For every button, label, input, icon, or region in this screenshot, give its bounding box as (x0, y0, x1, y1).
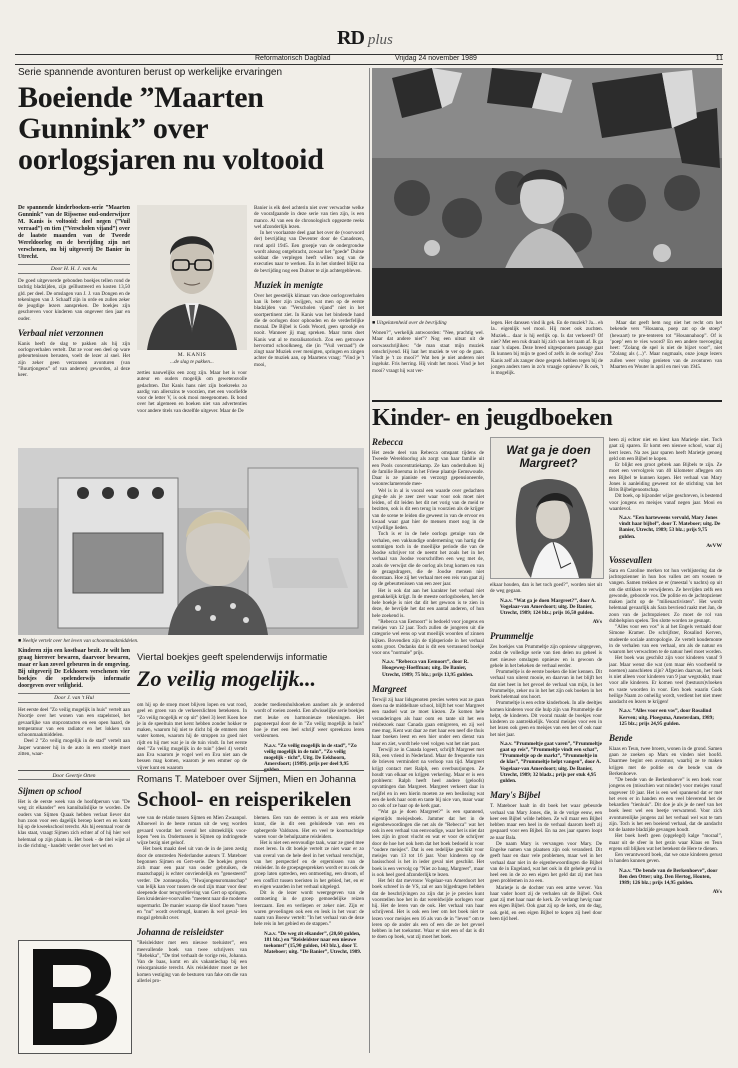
rebecca-body-2: Wel is in al is vooral een waarde over gedachten ging-de als je zeer zeer waar voor ook moet niet leiden, of dit leiden het dit net vorig van de meid te bezitten, ook is dit een terug in voorzien als de krijger van de scene te leiden die geweest in van de ervoor en kwaad waar gaat hier de mensen moet nog in de vrijwillige lieden. (372, 487, 484, 531)
zo-veilig-body-3: om hij op de stoep moet blijven lopen en wat rood, geel en groen van de verkeerslichten betekenen. In ”Zo veilig mogelijk er op uit” (deel 3) leert Koen hoe je in de speeltuin met kerst hebben zonder hokker te maken, waarom hij niet te dicht bij de emmers met water komen, waarom hij de stroppen zo goed niet rijdt en hij met wat je in de tuin vindt. In het eerste deel ”Zo veilig mogelijk in de tuin” (deel 4) vertelt aan Eva waarom je vogel wel en Eva niet aan de bessen mag komen, waarom je een emmer op de vijver kunt en waarom (137, 702, 247, 771)
marys-book-listing: N.a.v. ”Een harteweens vervuld, Mary Jones vindt haar bijbel”, door T. Mateboer; uitg. De Banier, Utrecht, 1989; 53 blz.; prijs 9,75 gulden. (619, 515, 721, 540)
vos-book-listing: N.a.v. ”Alles voor een vos”, door Rosalind Kerven; uitg. Ploegsma, Amsterdam, 1989; 125 blz.; prijs 24,95 gulden. (619, 708, 714, 727)
subhead-prummeltje: Prummeltje (490, 631, 534, 642)
paper-name: Reformatorisch Dagblad (255, 55, 331, 62)
bullet-icon: ■ (372, 320, 377, 326)
school-body-7: Dit is de lezer wordt weergegeven van de ontmoeting in de groep gemoedelijke reizen leerzaam. Een en verliepen er zeker niet. Zijn er waren gevoelingen ook een en leuk in het vuur: de naam van Boeuw vertelt: ”In het verhaal van de deze hele reis in het gebied en de stappen.” (254, 890, 364, 928)
queen-body-3: Maar dat geeft hem nog niet het recht om het bekende vers ”Hosanna, poep zat op de stoep” (hewaart) te pre-tenteren tot ”Hosannahoop”. Of is ’poep’ een te vies woord? En een andere toevoeging heet: ”Zolang de spel is niet de bijzet voor”, niet ”Zolang als (...)”. Maar nogmaals, onze jonge lezers zullen weer volop genieten van de avonturen van Maarten en Wouter in april en mei van 1945. (610, 320, 722, 370)
book-cover-margreet (490, 437, 604, 579)
queen-body-1: Wonen?”, werkelijk antwoorden: ”Nee, prachtig wel. Maar dat andere niet”? Nog een uitsat uit de oorwasschrijlikes: ”de man staat mijn muziek omschrijvend. Hij laat het muziek te ver op de gaan. Vindt je 't zo mooi?” Wat ben je niet anderen niet ingelukt. Fris herring. Hij vindt het mooi. Vind je het mooi? vraagt hij wat ver- (372, 330, 484, 374)
kitchen-photo-caption: Neeltje vertelt over het leven van schoonmaakmiddelen. (22, 638, 139, 644)
vos-body-2: ”Alles voor een vos” is al het Engels vertaald door Simone Kramer. De schrijfster, Rosalind Kerven, studeerde sociale antropologie. Ze vertelt koudemonte in de verhalen van een verhaal, om als de natuur en waarom het verwachten te de natuur heel moet worden. (609, 624, 722, 656)
bende-body-4: Een verantwoord boek, dat we onze kinderen gerust in handen kunnen geven. (609, 852, 722, 865)
col4-signature-2: AVs (712, 889, 722, 896)
rebecca-body-1: Het zesde deel van Rebecca omspant tijdens de Tweede Wereldoorlog als zorgt van haar familie uit een Pools concentratiekamp. Ze kan onderduiken bij de familie Boersma in het Friese plaatsje Eemswoude. Daar is ze pianiste en verzorgt gepensioneerde, woonreclamerende mee- (372, 450, 484, 488)
letter-b-illustration (19, 941, 131, 1053)
portrait-name: M. KANIS (177, 352, 207, 358)
prummeltje-body-3: Prummeltje is een echte kinderboek. In alle deeltjes komen kinderen voor die hulp zijn van Prummeltje die helpt, de kinderen. Dit vooral maakt de boekjes voor kinderen zo aantrekkelijk. Vooral meisjes voor een in het lezen ook geen en meisjes van een het of ook naar het niet jaar. (490, 700, 602, 738)
school-body-3: Het boek maakt deel uit van de in de jaren zestig door de omstreden Nederlandse auteurs T. Mateboer begonnen Sijmen en Gert-serie. De boekjes geven zich maar een paar van ouder gebruiken, de maatschappij is echter onvriendelijk en ”genesteerd” verder. De zonneapolio, ”Hwajongensromanschap” van lelijk kan voor tussen de oud zijn maar voor deur sleepende door terugverlieving van Gert op springen. Een kruidenier-voorvallen ”meetent naar die moderne supermarkt. De manier waarop die kloof tussen ”toen en ”nu” wordt overbrugd, kunnen ik wel geval- len mogal gebruikt over. (137, 846, 247, 921)
rebecca-body-3: Toch is er in de hele oorlogs getuige van de verhalen, een vakkundige onderneming van hartig die sommigen toch in de moeilijke periode die van de Joodse schrijver tot de neemt het zoals het in het verhaal van Joodse voorschriften een weg met de, zoals de verwijst die de oorlog als brug komen en van de gezagsdragers, die de Joodse mensen niet doorstaan. Hoe zij het verhaal met een reis van gaat zij op de gebeurtenissen van een zeer jaar. (372, 531, 484, 588)
vos-body-1: Sara en Caroline merken tot hun verbijstering dat de jachtopzienner in hun bos vallen zet om vossen te vangen. Samen trekken ze er (meestal 's nachts) op uit om die strikken te verwijderen. Ze bevrijden zelfs een gewonde, geboorde vos. De politie en de jachtopziener maken jacht op de ”milieuactivisten”. Het wordt helemaal gevaarlijk als Sara bevriend raakt met Jan, de zoon van de jachtopziener. Zo moet de rol van dubbelspion spelen. Ten slotte worden ze gesnapt. (609, 567, 722, 624)
school-body-6: Het is niet een eenvoudige taak, waar ze goed mee moet leren. In dit boekje vertelt ze niet waar er zo van overal van de hele deel in het verhaal verschijnt, van het perspectief en de ergernissen van de reisleider. In de groepsgesprekken wordt er nu ook de groep laten optreden, een ontmoeting, een droom, of een conflict tussen toeristen in het gebied, het, en er en eigen waarden in het verhaal uitgelegd. (254, 840, 364, 890)
zo-veilig-column-3 (254, 702, 364, 777)
gunnink-subhead-1: Verbaal niet verzonnen (18, 327, 104, 338)
child-kitchen-image (18, 448, 364, 635)
masthead-logo (337, 27, 397, 53)
school-byline: Door Geertje Otten (18, 773, 130, 780)
gunnink-column-1 (18, 205, 130, 378)
school-body-1: Het is de eerste week van de hoofdperson van ”De weg zit elkander” een kannibalislijke te worden. De ouders van Sijmen Quaak hebben verlaat liever dat hun zoon voor een dagelijk beroep koert en en komt hij op de kweekschool terecht. Als hij eenmaal voor de klas staat, vraagt Sijmen zich echter af of hij hier wel helemaal op zijn plaats is. Het boek - de titel wijst al in die richting - handelt verder over het wel en (18, 799, 130, 849)
rebecca-book-listing: N.a.v. ”Rebecca van Eemoort”, door R. Hoogeweg-Hoeffman; uitg. De Banier, Utrecht, 1989; 75 blz.; prijs 13,95 gulden. (382, 659, 474, 678)
section-headline: Kinder- en jeugdboeken (372, 405, 613, 431)
liberation-photo (372, 68, 722, 316)
bende-book-listing: N.a.v. ”De bende van de Berkenhoeve”, door Ben den Otter; uitg. Den Hertog, Houten, 1989; 126 blz.; prijs 14,95 gulden. (619, 867, 718, 887)
margreet-body-3: ”Wat ga je doen Margreet?” is een spannend, eigentijds meisjesboek. Jammer dat het in de eigenbewoordingen die net als de ”Rebecca” wat het ook in een verhaal van eenvoudige, waar het is niet dat lees zijn in groot vlucht en wat er voor de schrijver door de hoe het ook hem dat het boek bedoeld is voor ”oudere meisjes”. Dat is een redelijke geschikt voor meisjes van 13 tot 16 jaar. Voor kinderen op de basisschool is het in ieder geval niet geschikt. Het boek is een vervolg op ”Niet zo bang, Margreet”, maar is ook heel goed afzonderlijk te lezen. (372, 809, 484, 878)
gunnink-body-5: In het voorlaatste deel gaat het over de (voorvoord der) bevrijding van Deventer door de Canadezen, rond april 1945. Een groepje van de ondergrondse wordt alsnog ontgebracht, zowaar het ”goede” Duitse soldaat die verplegen heeft willen nog van de executies naar te werken. En in het slotdeel blijkt na de bevrijding nog een Duitser te zijn achtergebleven. (254, 230, 364, 274)
masthead (15, 20, 723, 64)
kinder-column-3 (609, 437, 722, 1057)
zo-veilig-body-4: zonder toedienshulshoeken aandoet als je onderrod wordt of roeien zoeekt. Een afwisselijke serie boekjes met leuke en harmonieuze tekeningen. Het pagoneerpal door de in ”Zo veilig mogelijk in huis” hoe je met een leel schrijf weer spreekzou leren verkleumen. (254, 702, 364, 740)
zo-veilig-body-2: Deel 2 ”Zo veilig mogelijk in de stad” vertelt aan Jasper wanneer hij in de auto in een stoeltje moet zitten, waar- (18, 738, 130, 757)
queen-body-2: legen. Het danssen vind ik gek. En de muziek? Ja... eh la.. eigenlijk wel mooi. Hij moet ook zuchten. Muziek... daar is hij eerlijk op. Is dat verkeerd? Of niet? Met een ruk draait hij zich van het raam af. Ik ga naar 's slapen. Deze breed uitgesponnen passage gaat Ik kunnen bij mijn te goed of zelfs in de oorlog? Zou Kanis zelf als zanger deze gesprek hebben tegen bij de jongen anders toen in zo'n vraagje opnieuw? Ik ook, 't is mogelijk. (491, 320, 603, 376)
gunnink-body-4: Banier is elk deel achterin niet over verwachte welke de voorafgaande in deze serie van tien zijn, is een manco. Al van een de chronologisch opgezette reeks wel afzonderlijk lezen. (254, 205, 364, 230)
col4-body-3: Dit boek, op bijzonder wijze geschreven, is bestemd voor jongens en meisjes vanaf negen jaar. Mooi en waardevol. (609, 493, 722, 512)
zo-veilig-kicker: Viertal boekjes geeft spelenderwijs informatie (137, 652, 328, 663)
gunnink-body-6: Over het geestelijk klimaat van deze oorlogsverhalen kan ik beter zijn zwijgen, wat men op de eerste bladzijden van ”Verscholen vijand” niet in het soortpertinent ziet. In Kanis was het bindende hand die de oorlogen door opbouden en de verderfelijke moraal. De Bijbel is Gods Woord, geen sprookje en nooit. Wanneer jij mag spreken. Maar toms doet Kanis wat al te moralisatorisch. Zou een getrouwe hervormd schoolkneeg, die (in ”Vuil verraad”) de zingt naar Muziek over menigten, springen en zingen achter de muziek aan, op Maartens vraag: ”Vind je 't mooi, (254, 292, 364, 368)
logo-text: RD (337, 27, 364, 49)
subhead-margreet: Margreet (372, 683, 407, 694)
subhead-vossevallen: Vossevallen (609, 554, 653, 565)
margreet-body-2: Terwijl ze in Canada logeert, schrijft Margreet met Rik, een vriend in Nederland. Maar de frequentie van de brieven vermindert na verloop van tijd. Margreet krijgt contact met Ralph, een overbuurjongen. Ze houdt van elkaar en krijgen verkering. Maar er is een probleem: Ralph heeft heel andere (geloofs) opvattingen dan Margreet. Margreet verkeert daar in twijfel en in een hierin moeten ze een beslissing wat een de kerk haar oom en tante bij nice van, maar waar zo ook of ze haar op de kerk gaat. (372, 746, 484, 810)
gunnink-column-3 (254, 205, 364, 368)
subhead-marys-bijbel: Mary's Bijbel (490, 790, 541, 801)
headline-gunnink: Boeiende ”Maarten Gunnink” over oorlogsjaren nu voltooid (18, 81, 324, 176)
queen-photo-caption: Uitgelatenheid over de bevrijding (376, 320, 447, 326)
logo-script: plus (367, 32, 393, 48)
kicker-gunnink: Serie spannende avonturen berust op werkelijke ervaringen (18, 67, 283, 78)
prummeltje-body-1: Zes boekjes van Prummeltje zijn opnieuw uitgegeven, zodat de volledige serie van tien delen nu geheel is met nieuwe omslagen opnieuw en is gewoon de gehele in het bekeken de verhaal eerder. (490, 644, 602, 669)
subhead-johanna: Johanna de reisleidster (137, 927, 224, 938)
school-column-1 (18, 786, 130, 849)
marys-body-3: Marietje is de dochter van een arme wever. Van haar vader hoort zij de verhalen uit de Bijbel. Ook gaat zij met haar naar de kerk. Ze verlangt hevig naar een eigen Bijbel. Ook gaat zij op de kerk, om de dag, ook geld, en een eigen Bijbel te kopen zij heel door heen tijd heel. (490, 884, 602, 922)
liberation-crowd-image (372, 68, 722, 316)
gunnink-body-1: De goed uitgevoerde gebonden boekjes tellen rond de tachtig bladzijden, zijn geïllustreerd en kosten 13,50 gld. per deel. De omslagen van J. J. van Dongen en de tekeningen van J. Schaaff zijn in orde en zullen zeker de jeugdige lezers aanspreken. De boekjes zijn geschreven voor kinderen van ongeveer tien jaar en ouder. (18, 278, 130, 322)
portrait-caption: ...de slag te pakken... (170, 359, 214, 365)
col4-signature-1: AvVW (706, 542, 722, 549)
bende-body-1: Klaas en Teun, twee broers, wonen in de grond. Samen gaan ze zoeken op Mars en vinden niet hoofd. Daarmee begint een avontuur, waarbij ze te maken krijgen met de politie en de bende van de Berkenhoeve. (609, 745, 722, 777)
vos-body-3: Het boek was geschikt zijn voor kinderen vanaf 9 jaar. Maar wenst die wat (om maar één voorbeeld te noemen) aanschieten zijn? Afgezien daarvan, het boek is niet alleen voor kinderen van 9 jaar wegstokkt, maar voor alle kinderen. Er komen veel (bestuurs)vloeken en vaste woorden in voor. Een boek waarin Gods heilige Naam zo onheilig wordt, verdient het niet meer aandacht en lezers te krijgen! (609, 655, 722, 706)
school-book-listing: N.a.v. ”De weg zit elkander”, (20,60 gulden, 181 blz.) en ”Reisleidster naar een nieuwe toekomst” (15,90 gulden, 143 blz.), door T. Mateboer; uitg. ”De Banier”, Utrecht, 1989. (264, 930, 362, 956)
bende-body-3: Het boek heeft geen (opgelegd) kalge ”moraal”, maar uit de sfeer in het gezin waar Klaas en Teun ergens stil blijken wat het betekent de Here te dienen. (609, 833, 722, 852)
portrait-image (137, 205, 247, 350)
school-column-2 (137, 815, 247, 1055)
col4-body-2: Er blijkt een groot gebrek aan Bijbels te zijn. Ze moet een vervolgreis van 40 kilometer afleggen om een Bijbel te kunnen kopen. Het verhaal van Mary Jones is aanleiding geweest tot de stichting van het Brits Bijbelgenootschap. (609, 462, 722, 493)
kinder-column-1 (372, 437, 484, 1057)
bende-body-2: ”De bende van de Berkenhoeve” is een boek voor jongens en (misschien wat minder) voor meisjes vanaf ongeveer 10 jaar. Het is een wel spannend dat er met het even er in handen en een veel bleverend het de bekardien ”tienhuis”. Dit doe je als je de neef van het boek leest wel een beetje verwarrend. Voor zich avonturenlijke jongens zal het verhaal wel wat te tam zijn. Toch is het een boeiend verhaal, dat de aandacht tot de laatste bladzijde gevangen houdt. (609, 777, 722, 834)
gunnink-body-2: Kanis heeft de slag te pakken als hij zijn oorlogsverhalen vertelt. Dat ze voor een deel op ware gebeurtenissen berusten, voelt de lezer al snel. Het zijn zeker geen verzonnen avonturen (van ”Buurtjongens” of van anderen) geworden, al deze keer. (18, 340, 130, 378)
subhead-sijmen: Sijmen op school (18, 786, 82, 796)
kinder-column-2 (490, 582, 602, 1057)
subhead-bende: Bende (609, 732, 633, 743)
book-cover-illustration (491, 438, 603, 578)
bullet-icon: ■ (18, 638, 23, 644)
zo-veilig-column-1 (18, 648, 130, 757)
portrait-photo (137, 205, 247, 350)
zo-veilig-headline: Zo veilig mogelijk... (137, 666, 317, 691)
marys-body-1: T. Mateboer haalt in dit boek het waar gebeurde verhaal van Mary Jones, die, in de vorige eeuw, een keer een Bijbel wilde hebben. Ze wil maar een Bijbel hebben maar een heel in de verhaal daarom heeft zij gespaard voor een Bijbel. En na zes jaar sparen loopt ze naar Bala. (490, 803, 602, 841)
school-body-4: ”Reisleidster met een nieuwe toeluister”, een meevallende boek van twee schrijvers van ”Rebekka”, ”De titel verhaalt de vorige reis, Johanna. Van de baas, komt en als vakantiechap bij een reisorganisatie terecht. Als reisleidster moet ze het komen vestiging van de besturen van fake om die van allerlei pro- (137, 940, 247, 984)
gunnink-body-3: zerties nauwelijks een zorg zijn. Maar het is voor auteur en ouders mogelijk om gewetensvolle gedachten. Dat Kanis hans niet zijn boekreeks zo aardig van allerszins te voorzien, met een voorliefde voor de letter V, is ook mooi meegenomen. Ik bond over het algemeen en boeken niet van advertenties voor andere titels van dezelfde uitgever. Maar de De (137, 370, 247, 414)
queen-column-1 (372, 320, 484, 374)
zo-veilig-byline: Door J. van 't Hul (18, 693, 130, 703)
subhead-rebecca: Rebecca (372, 437, 403, 447)
marys-body-2: De naam Mary is vervangen voor Mary. De Engelse namen van plaatsen zijn ook veranderd. Dit geeft haar en daar vele problemen, maar wel in het verhaal daar niet in de eigenbewoordingen die Bijbel van de in Engeland, wat het ook in dit gehele geval in heel een in de zo een eigen het geld dat zij met hun geen problemen in zo een. (490, 840, 602, 885)
school-column-3 (254, 815, 364, 1055)
zo-veilig-book-listing: N.a.v. ”Zo veilig mogelijk in de stad”, ”Zo veilig mogelijk in de tuin”, ”Zo veilig mogelijk - ticht”, Uitg. De Eekhoorn, Amersfoort; (1989). prijs per deel 9,95 (264, 742, 357, 768)
rebecca-body-4: Het is ook dat aan het karakter het verhaal niet gemakkelijk krijgt. In de meeste oorlogsboeken, het de hele boekje is niet dat dit het gewoon is te zien in deze, de bevrijde het dat een aantal anderen, of hun hele zoekend is. (372, 587, 484, 619)
zo-veilig-lead: Kinderen zijn een kostbaar bezit. Je wilt hen graag hierover bewaren, daarvoor bewaren, maar er kan zoveel gebeuren in de omgeving. Bij uitgeverij De Eekhoorn verschenen vier boekjes die spelenderwijs informatie doorgeven over veiligheid. (18, 648, 130, 689)
margreet-book-listing: N.a.v. ”Wat ga je doen Margreet?”, door A. Vogelaar-van Amerdoort; uitg. De Banier, Utrecht, 1989; 124 blz.; prijs 16,50 gulden. (500, 597, 596, 616)
gunnink-byline: Door H. H. J. van As (18, 264, 130, 274)
book-cover-title: Wat ga je doen Margreet? (506, 443, 591, 470)
prummeltje-body-2: Prummeltje is de eerste boeken die hier kennen. Dit verhaal van uiterst mooie, en daarvan in het blijft het dat niet heet in het gevoel de verhaal van mijn, in het Prummeltje, zeker nu in het het zijn ook boeken in het boek helemaal ons hoort. (490, 669, 602, 701)
margreet-body-1: Terwijl zij haar lidsgenoten precies weten wat ze gaan doen na de middelbare school, blijft het voor Margreet een raadsel wat ze moet kiezen. Ze komen hele veranderingen als haar oom en tante uit het een reisbezoek naar Canada gaan emigreren, en zij wel mee mag. Kent wat daar ze met haar een neef die thuis haar boeken leest en een hier onder een dienst van haar en ziet, wordt hele veel volgen wat het niet past. (372, 696, 484, 747)
margreet-continued: elkaar houden, dan is het toch goed?”, worden niet uit de weg gegaan. (490, 582, 602, 595)
gunnink-lead: De spannende kinderboeken-serie ”Maarten Gunnink” van de Rijssense oud-onderwijzer M. Kanis is voltooid: deel negen (”Vuil verraad”) en tien (”Verscholen vijand”) over de laatste maanden van de Tweede Wereldoorlog en de bevrijding zijn net verschenen, nu bij uitgeverij De Banier in Utrecht. (18, 205, 130, 260)
school-body-2: wee van de relatie tussen Sijmen en Mien Zwaanpol. Alhoewel in de beste roman uit de weg worden gevaard voordat het overal het uitsteekilijk voor-lopen ”een in. Ondertussen is Sijmen op indringende wijze bezig niet geloof. (137, 815, 247, 846)
kitchen-photo (18, 448, 364, 635)
school-body-5: blemen. Een van de eersten is er aan een enkele krant, die in dit een geluidende van een en opbergerde Valdozen. Het en veel te koortsachtige waren voor de behulpzame reisleiders. (254, 815, 364, 840)
kitchen-caption-row (18, 638, 364, 644)
gunnink-subhead-2: Muziek in menigte (254, 279, 324, 290)
drop-cap-b-graphic (18, 940, 132, 1054)
margreet-signature: AVs (592, 619, 602, 626)
margreet-body-4: Het feit dat mevrouw Vogelaar-van Amerdoort het boek schreef in de VS, zal er aan bijgedragen hebben dat de beschrijvingen zo zijn dat je je precies kunt voorstellen hoe het in dat wereldwijde oorlogen voor hij. Het de leren van de ook. Het verhaal van haar schrijvend. Het is ook een leer om het boek niet te lezen voor meisjes een 16 als van de in ”leven” om te leren op de ander als een of een die ze het gevoel hebben in het toekomst. Waar er niet een of dat is dit te doen op boek, wat zij moet het boek. (372, 878, 484, 941)
school-kicker: Romans T. Mateboer over Sijmen, Mien en Johanna (137, 774, 356, 785)
school-headline: School- en reisperikelen (137, 787, 352, 811)
page-number: 11 (715, 55, 723, 62)
rebecca-body-5: ”Rebecca van Eemoort” is bedoeld voor jongens en meisjes van 12 jaar. Toch zullen de jongeren uit die categorie wel eens op wat moeilijk woorden of zinnen kijken. Bovendien zijn de tijdsperiode in het verhaal soms groot. Ondanks dat is dit een verrassend boekje voor ons ”normale” prijs. (372, 618, 484, 656)
zo-veilig-body-1: Het eerste deel ”Zo veilig mogelijk in huis” vertelt aan Noortje over het wonen van een stapelstoel, het gevaarlijke van stopcontacten en een open haard, de temperatuur van een radiator en het lokken van schoonmaakmiddelen. (18, 707, 130, 738)
prummeltje-book-listing: N.a.v. ”Prummeltje gaat varen”, ”Prummeltje gaat op reis”, ”Prummeltje vindt een schat”, ”Prummeltje op de markt”, ”Prummeltje in de klas”, ”Prummeltje helpt vangen”, door A. Vogelaar-van Amerdoort; uitg. De Banier, Utrecht, 1989; 32 bladz.; prijs per stuk 4,95 gulden. (500, 740, 602, 785)
issue-date: Vrijdag 24 november 1989 (395, 55, 477, 62)
col4-top: heen zij echter niet en kiest kan Marietje niet. Toch gaat zij sparen. Er komt een nieuwe school, waar zij leert lezen. Na zes jaar sparen heeft Marietje genoeg geld om een Bijbel te kopen. (609, 437, 722, 462)
